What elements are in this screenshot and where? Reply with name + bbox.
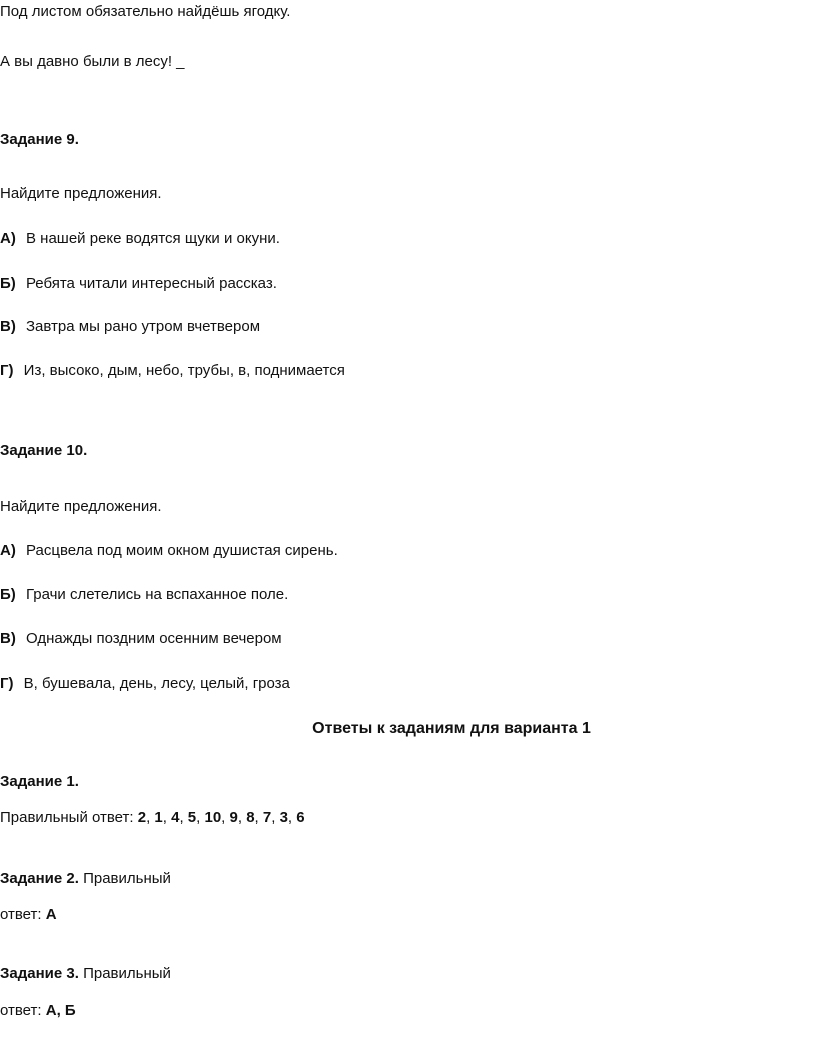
answer1-line: [0, 809, 305, 827]
task10-option-g: [0, 675, 290, 693]
option-letter: Б): [0, 275, 16, 292]
answer-number: 9: [229, 809, 238, 826]
answer-label: ответ:: [0, 906, 46, 923]
answer-value: А, Б: [45, 1002, 76, 1019]
answer2-line-2: [0, 906, 57, 924]
option-text: В нашей реке водятся щуки и окуни.: [26, 230, 280, 247]
option-text: Расцвела под моим окном душистая сирень.: [26, 542, 338, 559]
answer2-line-1: [0, 870, 171, 888]
answer-number: 4: [171, 809, 180, 826]
answer3-title: Задание 3.: [0, 965, 79, 982]
task10-title: Задание 10.: [0, 442, 88, 459]
answer2-title: Задание 2.: [0, 870, 79, 887]
task10-option-b: [0, 586, 288, 604]
answer3-line-1: [0, 965, 171, 983]
option-text: В, бушевала, день, лесу, целый, гроза: [23, 675, 290, 692]
task10-option-a: [0, 542, 338, 560]
task9-option-b: [0, 275, 277, 293]
option-letter: А): [0, 542, 16, 559]
option-letter: Г): [0, 675, 14, 692]
intro-line-1: Под листом обязательно найдёшь ягодку.: [0, 3, 291, 20]
option-letter: В): [0, 630, 16, 647]
option-text: Однажды поздним осенним вечером: [26, 630, 282, 647]
option-text: Завтра мы рано утром вчетвером: [26, 318, 261, 335]
answer-number: 7: [262, 809, 272, 826]
task9-title: Задание 9.: [0, 131, 79, 148]
option-text: Грачи слетелись на вспаханное поле.: [25, 586, 289, 603]
task10-option-v: [0, 630, 282, 648]
option-text: Ребята читали интересный рассказ.: [25, 275, 277, 292]
option-letter: В): [0, 318, 16, 335]
answer-number: 5: [187, 809, 197, 826]
answer-values: 2, 1, 4, 5, 10, 9, 8, 7, 3, 6: [137, 809, 305, 826]
answer-number: 6: [296, 809, 305, 826]
answer-label: ответ:: [0, 1002, 46, 1019]
answer-number: 1: [154, 809, 163, 826]
option-letter: Б): [0, 586, 16, 603]
answers-heading: Ответы к заданиям для варианта 1: [312, 720, 591, 737]
answer-label: Правильный: [83, 870, 171, 887]
option-letter: А): [0, 230, 16, 247]
answer1-title: Задание 1.: [0, 773, 79, 790]
answer3-line-2: [0, 1002, 76, 1020]
answer-number: 8: [246, 809, 255, 826]
task9-instruction: Найдите предложения.: [0, 185, 162, 202]
intro-line-2: А вы давно были в лесу! _: [0, 53, 185, 70]
option-text: Из, высоко, дым, небо, трубы, в, поднимается: [23, 362, 345, 379]
task10-instruction: Найдите предложения.: [0, 498, 162, 515]
answer-label: Правильный: [83, 965, 171, 982]
answer-number: 3: [279, 809, 288, 826]
task9-option-v: [0, 318, 260, 336]
answer-number: 2: [137, 809, 147, 826]
answer-number: 10: [204, 809, 222, 826]
option-letter: Г): [0, 362, 14, 379]
task9-option-a: [0, 230, 280, 248]
answer-label: Правильный ответ:: [0, 809, 138, 826]
task9-option-g: [0, 362, 345, 380]
answer-value: А: [45, 906, 57, 923]
